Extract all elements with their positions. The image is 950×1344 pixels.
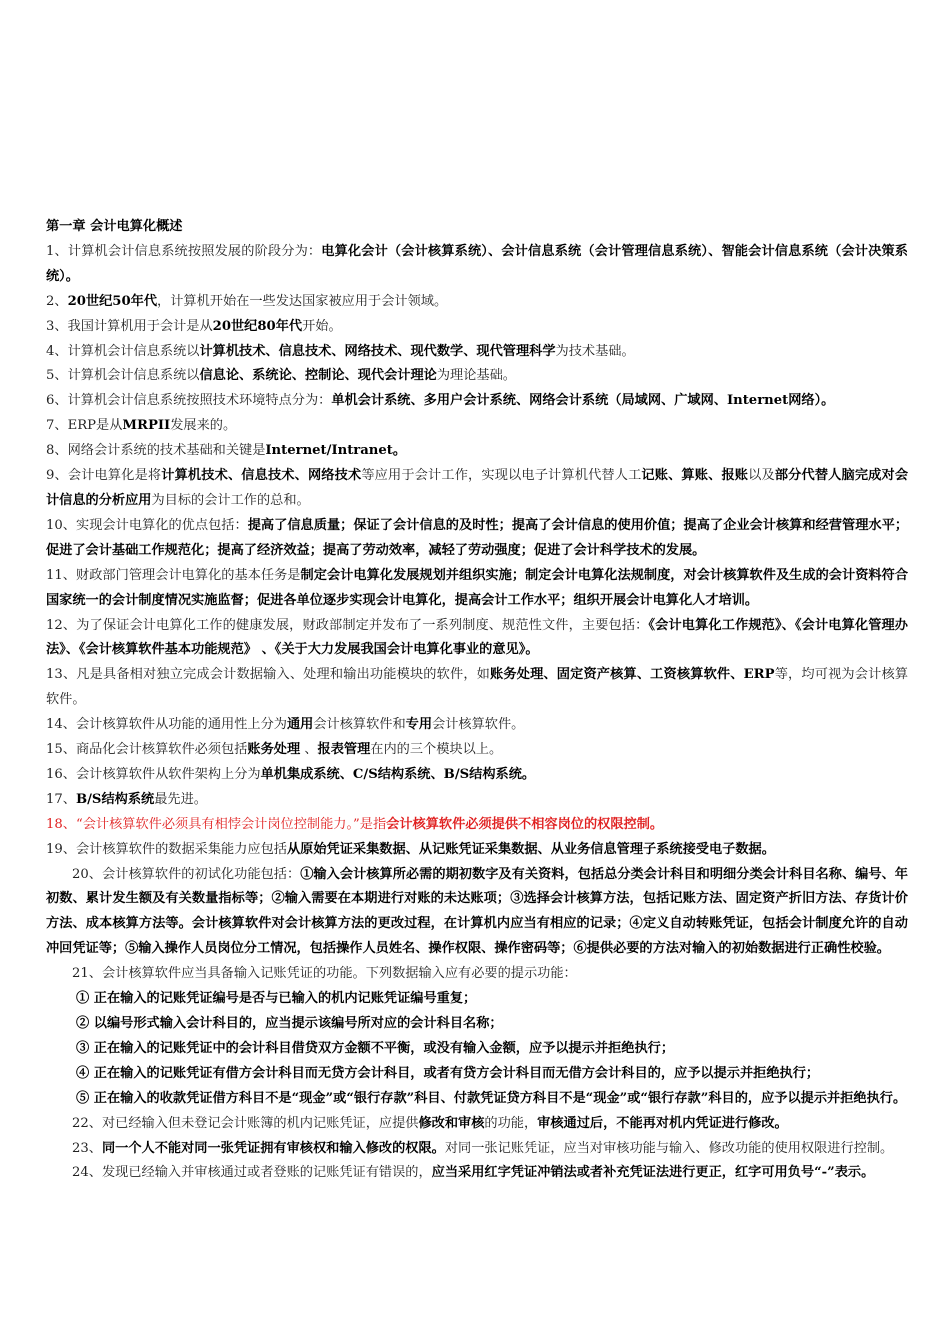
- text: 为技术基础。: [555, 343, 635, 359]
- bold-text: ⑤ 正在输入的收款凭证借方科目不是“现金”或“银行存款”科目、付款凭证贷方科目不是“现金”或“银行存款”科目的，应予以提示并拒绝执行。: [76, 1090, 907, 1106]
- bold-text: 制定会计电算化发展规划并组织实施；制定会计电算化法规制度，对会计核算软件及生成的会计资料符合国家统一的会计制度情况实施监督；促进各单位逐步实现会计电算化，提高会计工作水平；组织开展会计电算化人才培训。: [46, 567, 909, 608]
- text: 22、对已经输入但未登记会计账簿的机内记账凭证，应提供: [72, 1115, 419, 1131]
- bold-text: 应当采用红字凭证冲销法或者补充凭证法进行更正，红字可用负号“-”表示。: [431, 1165, 875, 1181]
- text: 20、会计核算软件的初试化功能包括：: [72, 866, 301, 882]
- text: 对同一张记账凭证，应当对审核功能与输入、修改功能的使用权限进行控制。: [444, 1140, 894, 1156]
- text: 会计核算软件。: [432, 717, 525, 733]
- sub-item: [46, 1062, 908, 1087]
- text: 8、网络会计系统的技术基础和关键是: [46, 443, 266, 459]
- text: 10、实现会计电算化的优点包括：: [46, 517, 248, 533]
- sub-item: [46, 1037, 908, 1062]
- text: 会计核算软件和: [313, 717, 406, 733]
- bold-text: 单机集成系统、C/S结构系统、B/S结构系统。: [260, 766, 536, 782]
- list-item: [46, 340, 908, 365]
- list-item: [46, 240, 908, 290]
- bold-text: 记账、算账、报账: [641, 468, 749, 484]
- text: 21、会计核算软件应当具备输入记账凭证的功能。下列数据输入应有必要的提示功能：: [72, 966, 577, 982]
- bold-text: 专用: [405, 717, 433, 733]
- bold-text: 单机会计系统、多用户会计系统、网络会计系统（局域网、广域网、Internet网络）。: [331, 393, 835, 409]
- list-item: [46, 962, 908, 987]
- bold-text: 修改和审核: [418, 1115, 485, 1131]
- list-item: [46, 863, 908, 963]
- bold-text: 通用: [286, 717, 314, 733]
- document-page: [46, 215, 908, 1186]
- chapter-title: 第一章 会计电算化概述: [46, 219, 183, 234]
- list-item: [46, 290, 908, 315]
- bold-text: ④ 正在输入的记账凭证有借方会计科目而无贷方会计科目，或者有贷方会计科目而无借方会计科目的，应予以提示并拒绝执行；: [76, 1065, 820, 1081]
- bold-text: 20世纪50年代: [67, 293, 158, 309]
- text: 17、: [46, 791, 76, 807]
- list-item-highlighted: [46, 813, 908, 838]
- sub-item: [46, 987, 908, 1012]
- text: 11、财政部门管理会计电算化的基本任务是: [46, 567, 301, 583]
- list-item: [46, 738, 908, 763]
- text: 6、计算机会计信息系统按照技术环境特点分为：: [46, 393, 332, 409]
- bold-text: 20世纪80年代: [212, 318, 303, 334]
- bold-text: 从原始凭证采集数据、从记账凭证采集数据、从业务信息管理子系统接受电子数据。: [286, 841, 775, 857]
- text: 14、会计核算软件从功能的通用性上分为: [46, 717, 287, 733]
- text: 为目标的会计工作的总和。: [151, 492, 310, 508]
- list-item: [46, 564, 908, 614]
- bold-text: 账务处理: [247, 742, 301, 758]
- text: 1、计算机会计信息系统按照发展的阶段分为：: [46, 243, 322, 259]
- text: 发展来的。: [170, 418, 237, 434]
- list-item: [46, 364, 908, 389]
- bold-text: 部分代替人脑完成对会计信息的分析应用: [46, 468, 909, 508]
- list-item: [46, 713, 908, 738]
- bold-text: ② 以编号形式输入会计科目的，应当提示该编号所对应的会计科目名称；: [76, 1016, 503, 1031]
- text: 23、: [72, 1140, 102, 1156]
- bold-text: 计算机技术、信息技术、网络技术: [161, 468, 362, 484]
- list-item: [46, 1161, 908, 1186]
- text: 15、商品化会计核算软件必须包括: [46, 742, 248, 758]
- text: 4、计算机会计信息系统以: [46, 343, 200, 359]
- bold-text: ③ 正在输入的记账凭证中的会计科目借贷双方金额不平衡，或没有输入金额，应予以提示并拒绝执行；: [76, 1040, 675, 1056]
- text: 18、“会计核算软件必须具有相悖会计岗位控制能力。”是指: [46, 816, 387, 832]
- text: ，计算机开始在一些发达国家被应用于会计领域。: [157, 293, 448, 309]
- text: 24、发现已经输入并审核通过或者登账的记账凭证有错误的，: [72, 1165, 432, 1181]
- text: 等，均可视为会计核算软件。: [46, 667, 909, 708]
- bold-text: 电算化会计（会计核算系统）、会计信息系统（会计管理信息系统）、智能会计信息系统（会计决策系统）。: [46, 243, 908, 284]
- list-item: [46, 1137, 908, 1162]
- list-item: [46, 663, 908, 713]
- text: 13、凡是具备相对独立完成会计数据输入、处理和输出功能模块的软件，如: [46, 667, 491, 683]
- text: 7、ERP是从: [46, 418, 123, 434]
- list-item: [46, 439, 908, 464]
- sub-item: [46, 1012, 908, 1037]
- text: 在内的三个模块以上。: [370, 742, 503, 758]
- bold-text: 报表管理: [317, 742, 371, 758]
- list-item: [46, 414, 908, 439]
- bold-text: 计算机技术、信息技术、网络技术、现代数学、现代管理科学: [199, 343, 556, 359]
- list-item: [46, 1112, 908, 1137]
- bold-text: ① 正在输入的记账凭证编号是否与已输入的机内记账凭证编号重复；: [76, 991, 477, 1007]
- bold-text: 审核通过后，不能再对机内凭证进行修改。: [537, 1115, 788, 1131]
- text: 3、我国计算机用于会计是从: [46, 318, 213, 334]
- list-item: [46, 614, 908, 664]
- bold-text: 账务处理、固定资产核算、工资核算软件、ERP: [490, 667, 775, 683]
- text: 最先进。: [154, 791, 207, 807]
- bold-text: 《会计电算化工作规范》、《会计电算化管理办法》、《会计核算软件基本功能规范》 、《关于大力发展我国会计电算化事业的意见》。: [46, 617, 908, 658]
- text: 2、: [46, 293, 68, 309]
- list-item: [46, 838, 908, 863]
- text: 等应用于会计工作，实现以电子计算机代替人工: [361, 468, 642, 484]
- text: 12、为了保证会计电算化工作的健康发展，财政部制定并发布了一系列制度、规范性文件，主要包括：: [46, 617, 649, 633]
- text: 开始。: [302, 318, 342, 334]
- text: 5、计算机会计信息系统以: [46, 368, 200, 384]
- bold-text: B/S结构系统: [75, 791, 155, 807]
- bold-text: 同一个人不能对同一张凭证拥有审核权和输入修改的权限。: [101, 1140, 445, 1156]
- list-item: [46, 389, 908, 414]
- text: 16、会计核算软件从软件架构上分为: [46, 766, 261, 782]
- bold-text: 会计核算软件必须提供不相容岗位的权限控制。: [386, 816, 664, 832]
- bold-text: Internet/Intranet。: [265, 443, 407, 459]
- list-item: [46, 788, 908, 813]
- text: 以及: [748, 468, 775, 484]
- list-item: [46, 514, 908, 564]
- text: 9、会计电算化是将: [46, 468, 162, 484]
- bold-text: ①输入会计核算所必需的期初数字及有关资料，包括总分类会计科目和明细分类会计科目名称、编号、年初数、累计发生额及有关数量指标等；②输入需要在本期进行对账的未达账项；③选择会计核算方法，包括记账方法、固定资产折旧方法、存货计价方法、成本核算方法等。会计核算软件对会计核算方法的更改过程，在计算机内应当有相应的记录；④定义自动转账凭证，包括会计制度允许的自动冲回凭证等；⑤输入操作人员岗位分工情况，包括操作人员姓名、操作权限、操作密码等；⑥提供必要的方法对输入的初始数据进行正确性校验。: [46, 866, 908, 957]
- text: 的功能，: [484, 1115, 538, 1131]
- text: 为理论基础。: [436, 368, 516, 384]
- list-item: [46, 315, 908, 340]
- text: 、: [300, 742, 318, 758]
- sub-item: [46, 1087, 908, 1112]
- text: 19、会计核算软件的数据采集能力应包括: [46, 841, 287, 857]
- list-item: [46, 464, 908, 514]
- list-item: [46, 763, 908, 788]
- bold-text: MRPII: [122, 418, 171, 434]
- bold-text: 信息论、系统论、控制论、现代会计理论: [199, 368, 437, 384]
- bold-text: 提高了信息质量；保证了会计信息的及时性；提高了会计信息的使用价值；提高了企业会计核算和经营管理水平；促进了会计基础工作规范化；提高了经济效益；提高了劳动效率，减轻了劳动强度；促进了会计科学技术的发展。: [46, 517, 909, 558]
